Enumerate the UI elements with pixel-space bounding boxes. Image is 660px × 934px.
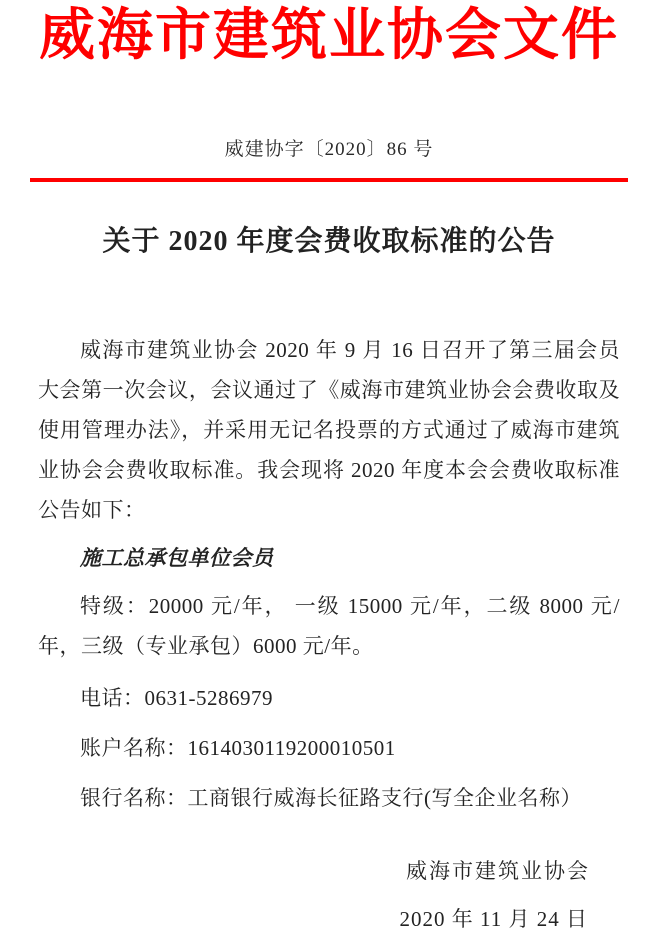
fee-standard-paragraph: 特级：20000 元/年， 一级 15000 元/年，二级 8000 元/年，三级（专业承包）6000 元/年。 [38,594,620,658]
signature-date: 2020 年 11 月 24 日 [399,907,588,931]
banner-title: 威海市建筑业协会文件 [39,5,619,67]
phone-line: 电话：0631-5286979 [80,686,273,710]
doc-number: 威建协字〔2020〕86 号 [224,139,434,160]
document-title: 关于 2020 年度会费收取标准的公告 [102,226,556,257]
signature-block [38,856,620,934]
red-divider-rule [30,178,628,182]
intro-paragraph: 威海市建筑业协会 2020 年 9 月 16 日召开了第三届会员大会第一次会议，会议通过了《威海市建筑业协会会费收取及使用管理办法》，并采用无记名投票的方式通过了威海市建筑业协会会费收取标准。我会现将 2020 年度本会会费收取标准公告如下： [38,338,620,522]
bank-name-line: 银行名称：工商银行威海长征路支行(写全企业名称） [80,786,582,810]
member-category-heading: 施工总承包单位会员 [80,546,274,570]
signature-organization: 威海市建筑业协会 [406,859,590,883]
account-name-line: 账户名称：1614030119200010501 [80,736,396,760]
